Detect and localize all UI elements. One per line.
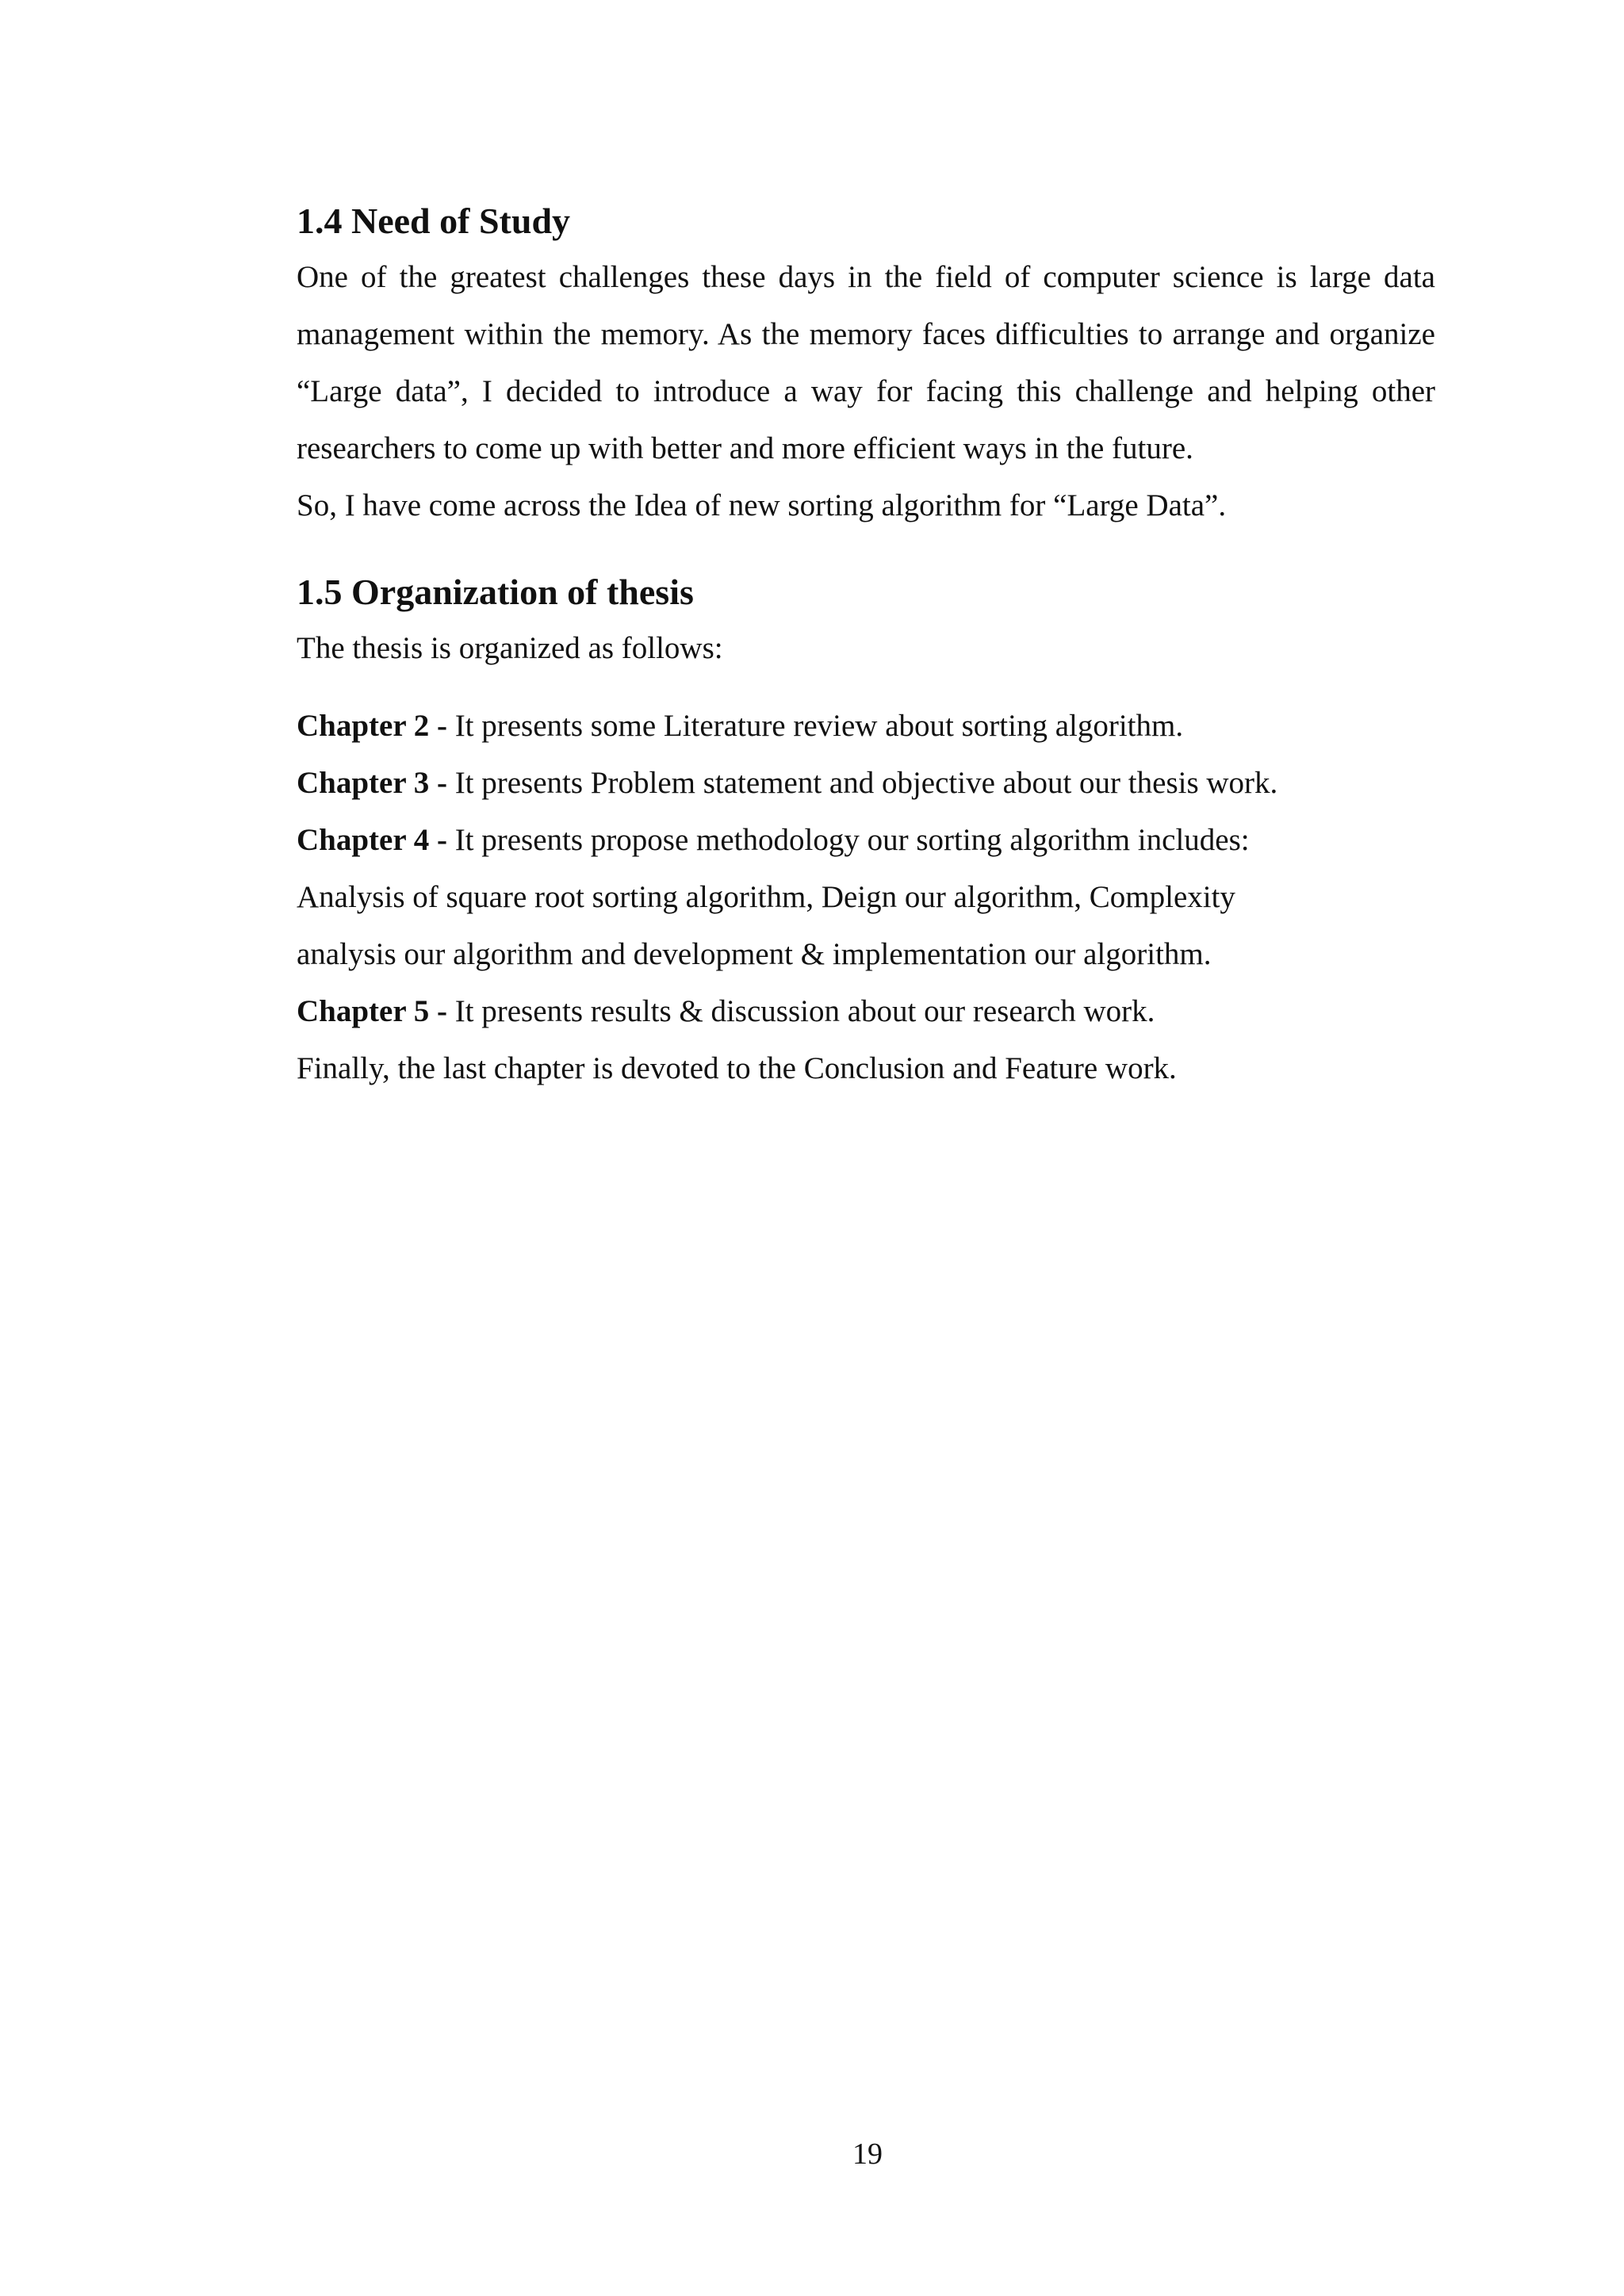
chapter-4-continuation-line-2: analysis our algorithm and development & implementation our algorithm. — [297, 937, 1212, 971]
organization-intro: The thesis is organized as follows: — [297, 631, 723, 665]
section-heading-organization: 1.5 Organization of thesis — [297, 572, 694, 612]
chapter-4-line — [297, 812, 1435, 869]
chapter-2-line — [297, 698, 1435, 755]
chapter-3-line — [297, 755, 1435, 812]
chapter-5-label: Chapter 5 - — [297, 994, 455, 1028]
need-of-study-paragraph: One of the greatest challenges these days in the field of computer science is large data management within the memory. As the memory faces difficulties to arrange and organize “Large data”, I decided to introduce a way for facing this challenge and helping other researchers to come up with better and more efficient ways in the future. — [297, 260, 1435, 465]
chapter-4-continuation-line-1: Analysis of square root sorting algorithm, Deign our algorithm, Complexity — [297, 880, 1235, 914]
chapter-2-label: Chapter 2 - — [297, 709, 455, 743]
chapter-3-text: It presents Problem statement and objective about our thesis work. — [454, 766, 1278, 800]
chapter-5-line — [297, 983, 1435, 1040]
section-heading-need-of-study: 1.4 Need of Study — [297, 201, 571, 241]
chapter-3-label: Chapter 3 - — [297, 766, 455, 800]
need-of-study-closing: So, I have come across the Idea of new sorting algorithm for “Large Data”. — [297, 488, 1227, 522]
page-number: 19 — [852, 2137, 883, 2171]
chapter-5-text: It presents results & discussion about our research work. — [454, 994, 1155, 1028]
final-chapter-line: Finally, the last chapter is devoted to the Conclusion and Feature work. — [297, 1051, 1177, 1085]
chapter-2-text: It presents some Literature review about sorting algorithm. — [454, 709, 1184, 743]
chapter-4-label: Chapter 4 - — [297, 823, 455, 857]
page-content — [297, 193, 1435, 1097]
chapter-4-text: It presents propose methodology our sorting algorithm includes: — [454, 823, 1250, 857]
